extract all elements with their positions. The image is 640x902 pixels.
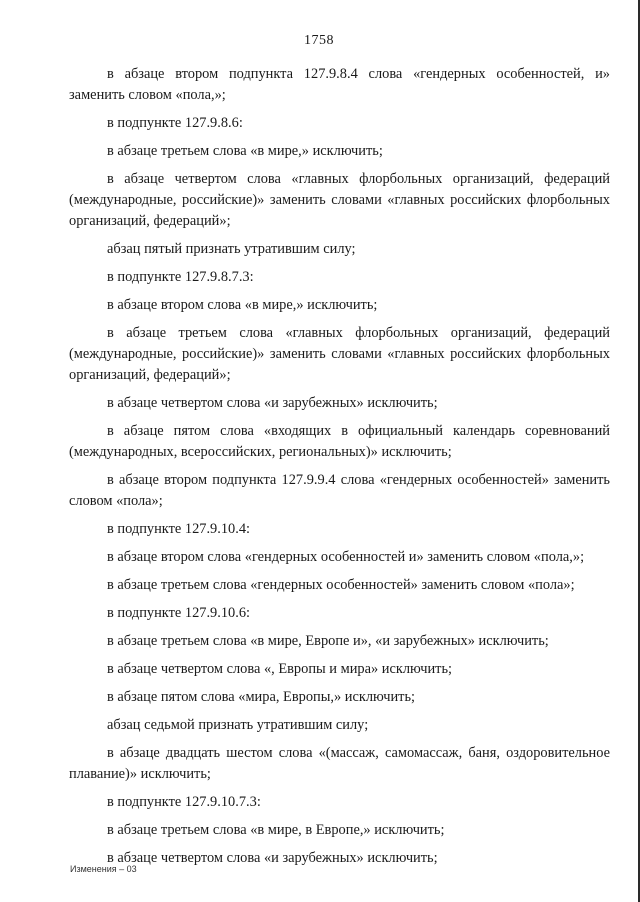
paragraph: в абзаце втором подпункта 127.9.9.4 слова «гендерных особенностей» заменить словом «пола»; xyxy=(69,472,610,509)
document-body xyxy=(69,64,610,876)
paragraph: абзац седьмой признать утратившим силу; xyxy=(107,717,369,733)
paragraph: в абзаце третьем слова «в мире,» исключить; xyxy=(107,143,383,159)
paragraph: в абзаце третьем слова «гендерных особенностей» заменить словом «пола»; xyxy=(107,577,575,593)
paragraph: в подпункте 127.9.8.6: xyxy=(107,115,243,131)
paragraph: в абзаце третьем слова «главных флорбольных организаций, федераций (международные, российские)» заменить словами «главных российских флорбольных организаций, федераций»; xyxy=(69,325,610,383)
paragraph: в подпункте 127.9.10.6: xyxy=(107,605,251,621)
paragraph: в абзаце втором слова «в мире,» исключить; xyxy=(107,297,378,313)
paragraph: в абзаце двадцать шестом слова «(массаж, самомассаж, баня, оздоровительное плавание)» исключить; xyxy=(69,745,610,782)
paragraph: в подпункте 127.9.10.4: xyxy=(107,521,251,537)
paragraph: в абзаце втором подпункта 127.9.8.4 слова «гендерных особенностей, и» заменить словом «пола,»; xyxy=(69,66,610,103)
paragraph: в абзаце третьем слова «в мире, Европе и», «и зарубежных» исключить; xyxy=(107,633,549,649)
paragraph: в абзаце пятом слова «мира, Европы,» исключить; xyxy=(107,689,416,705)
page-number: 1758 xyxy=(304,33,334,48)
paragraph: в абзаце пятом слова «входящих в официальный календарь соревнований (международных, всероссийских, региональных)» исключить; xyxy=(69,423,610,460)
paragraph: в абзаце четвертом слова «и зарубежных» исключить; xyxy=(107,395,438,411)
paragraph: в абзаце четвертом слова «, Европы и мира» исключить; xyxy=(107,661,453,677)
paragraph: в абзаце третьем слова «в мире, в Европе,» исключить; xyxy=(107,822,445,838)
paragraph: в абзаце четвертом слова «главных флорбольных организаций, федераций (международные, российские)» заменить словами «главных российских флорбольных организаций, федераций»; xyxy=(69,171,610,229)
paragraph: в абзаце втором слова «гендерных особенностей и» заменить словом «пола,»; xyxy=(107,549,585,565)
paragraph: в абзаце четвертом слова «и зарубежных» исключить; xyxy=(107,850,438,866)
paragraph: абзац пятый признать утратившим силу; xyxy=(107,241,356,257)
paragraph: в подпункте 127.9.8.7.3: xyxy=(107,269,254,285)
footer-revision-note: Изменения – 03 xyxy=(70,864,137,874)
paragraph: в подпункте 127.9.10.7.3: xyxy=(107,794,261,810)
